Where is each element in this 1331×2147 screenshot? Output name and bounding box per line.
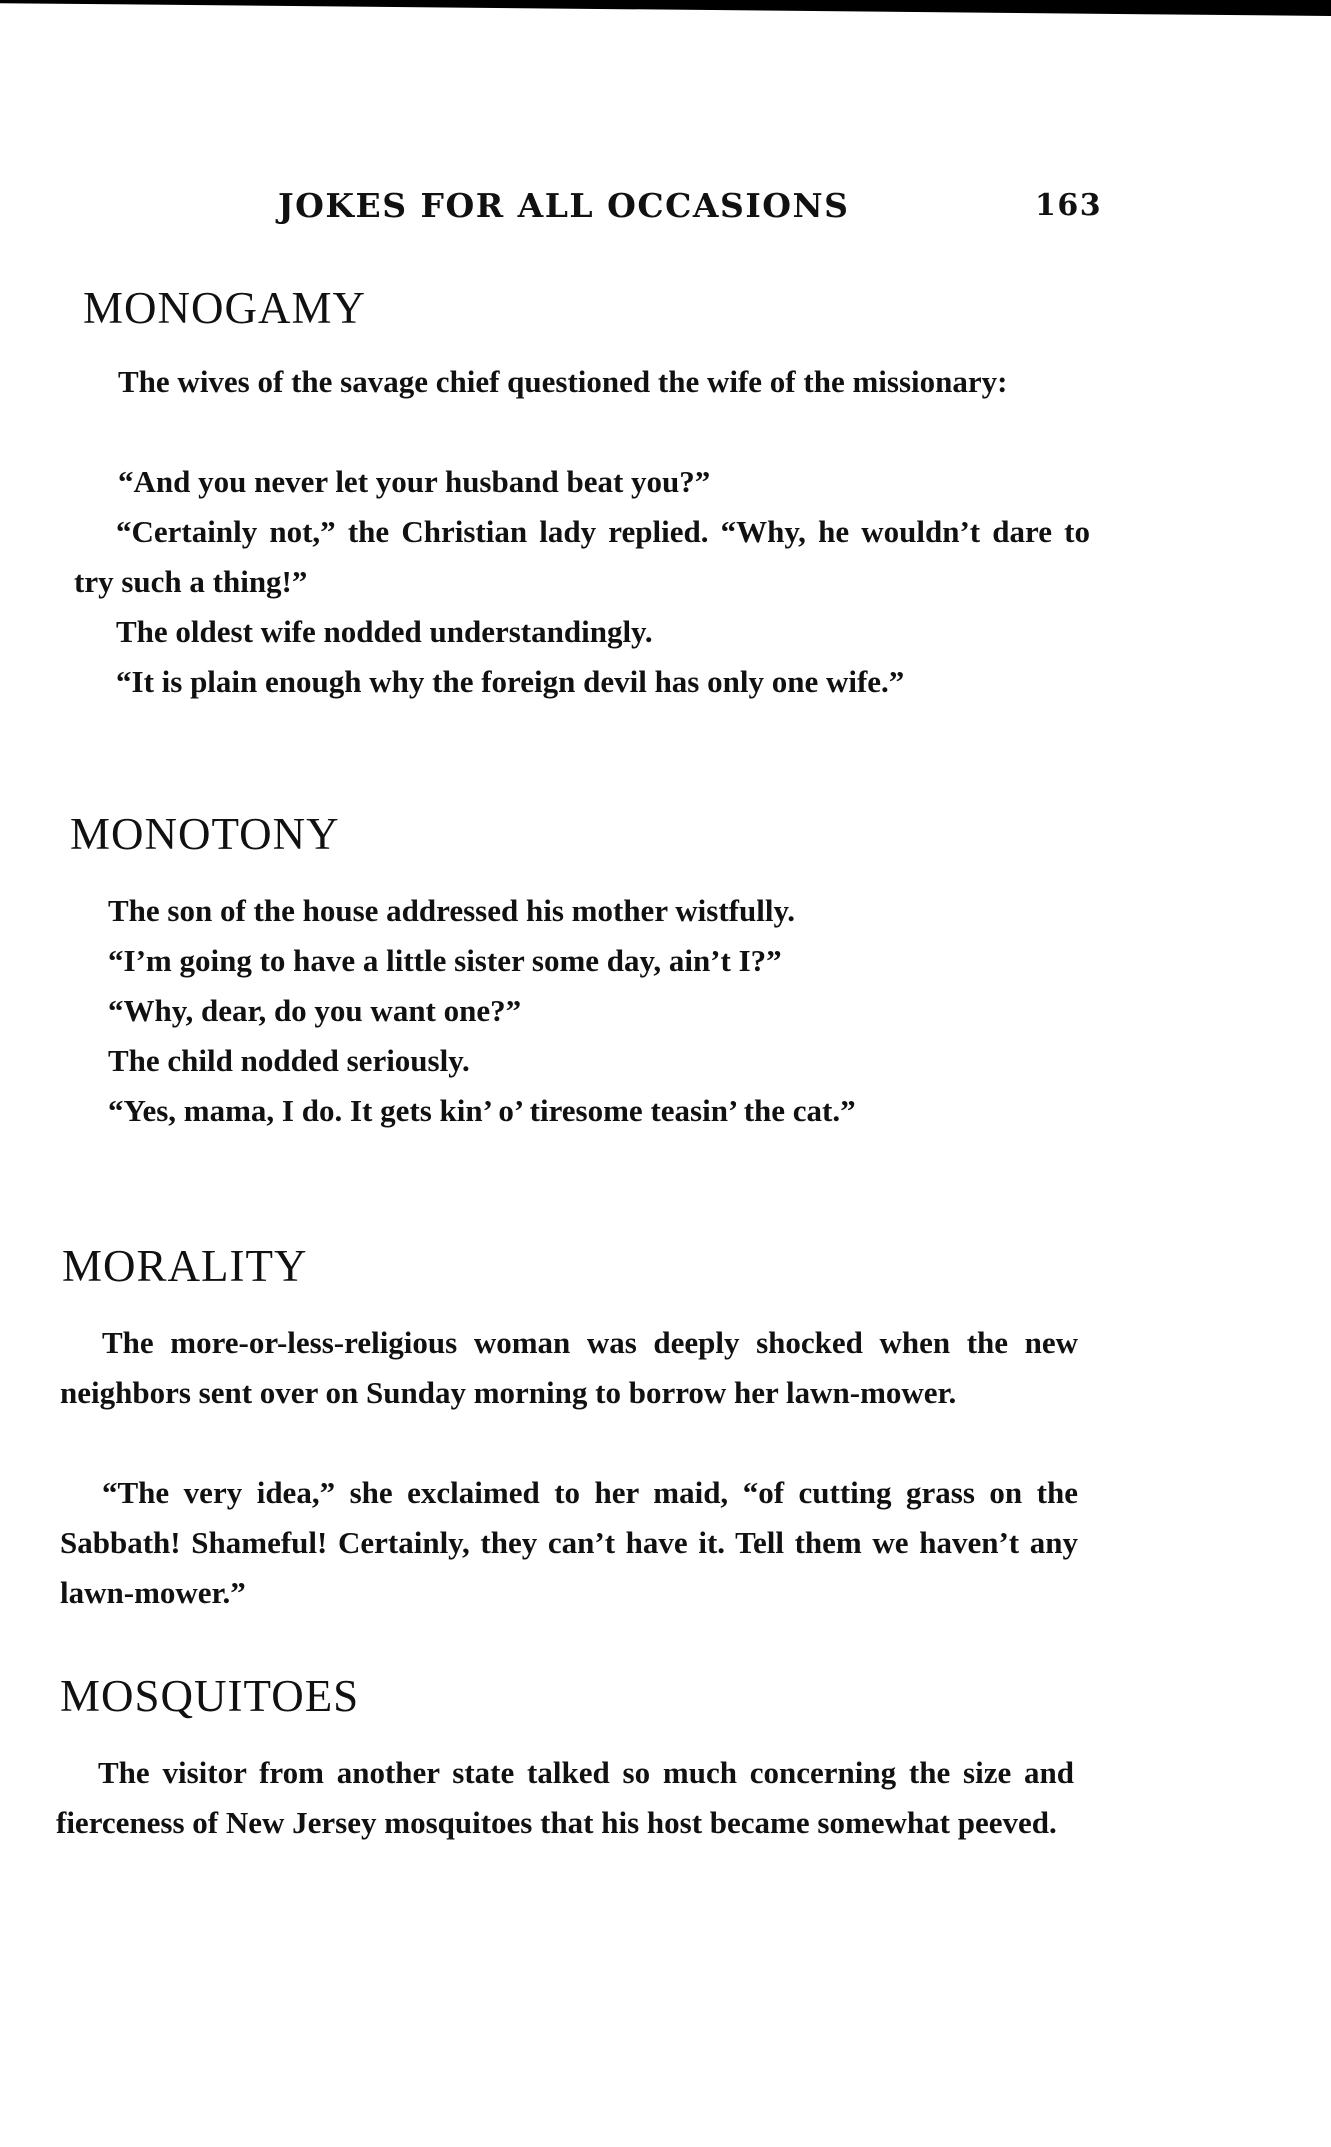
- paragraph: The visitor from another state talked so much concerning the size and fierceness of New Jersey mosquitoes that his host became somewhat peeved.: [56, 1755, 1074, 1840]
- scan-edge-shadow: [0, 0, 1331, 16]
- paragraph: The son of the house addressed his mother wistfully.: [108, 893, 795, 928]
- paragraph: The more-or-less-religious woman was deeply shocked when the new neighbors sent over on Sunday morning to borrow her lawn-mower.: [60, 1325, 1078, 1410]
- paragraph: The wives of the savage chief questioned the wife of the missionary:: [118, 364, 1008, 399]
- section-heading: MOSQUITOES: [60, 1671, 360, 1721]
- paragraph: “Yes, mama, I do. It gets kin’ o’ tiresome teasin’ the cat.”: [108, 1093, 856, 1128]
- book-title: JOKES FOR ALL OCCASIONS: [278, 186, 850, 225]
- section-heading: MORALITY: [62, 1241, 308, 1291]
- paragraph: “Why, dear, do you want one?”: [108, 993, 522, 1028]
- paragraph: “And you never let your husband beat you?”: [118, 464, 711, 499]
- section-heading: MONOGAMY: [83, 283, 367, 333]
- paragraph: The oldest wife nodded understandingly.: [116, 614, 653, 649]
- paragraph: “Certainly not,” the Christian lady replied. “Why, he wouldn’t dare to try such a thing!”: [74, 514, 1090, 599]
- page-number: 163: [1035, 188, 1103, 223]
- section-heading: MONOTONY: [70, 809, 340, 859]
- paragraph: The child nodded seriously.: [108, 1043, 470, 1078]
- paragraph: “I’m going to have a little sister some day, ain’t I?”: [108, 943, 782, 978]
- paragraph: “It is plain enough why the foreign devil has only one wife.”: [116, 664, 905, 699]
- paragraph: “The very idea,” she exclaimed to her maid, “of cutting grass on the Sabbath! Shameful! Certainly, they can’t have it. Tell them we haven’t any lawn-mower.”: [60, 1475, 1078, 1610]
